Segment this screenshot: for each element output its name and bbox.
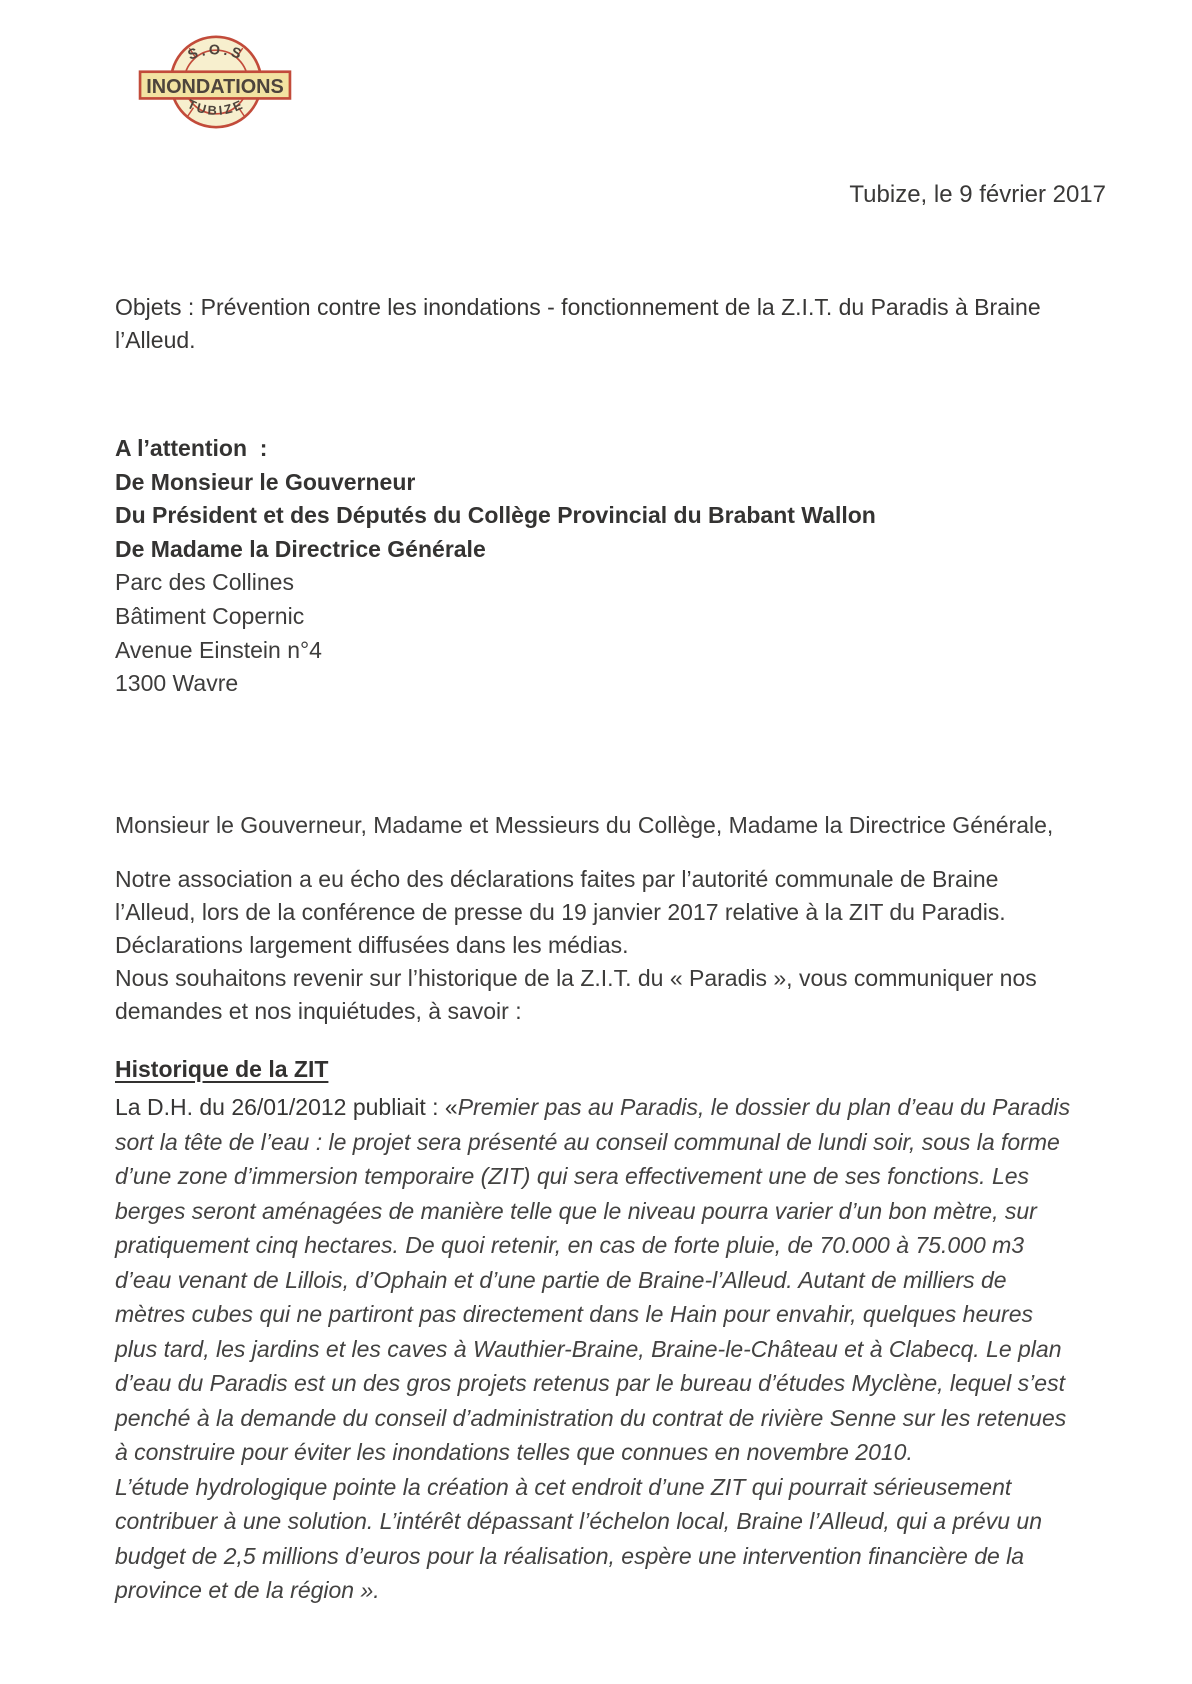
recipient-line: De Madame la Directrice Générale [115, 535, 486, 562]
history-quote-line: à construire pour éviter les inondations telles que connues en novembre 2010. [115, 1439, 913, 1465]
quote-lead: La D.H. du 26/01/2012 publiait : « [115, 1094, 458, 1120]
history-heading [115, 1053, 1070, 1090]
history-quote-line: berges seront aménagées de manière telle que le niveau pourra varier d’un bon mètre, sur [115, 1197, 1037, 1224]
intro-line: l’Alleud, lors de la conférence de presse du 19 janvier 2017 relative à la ZIT du Paradis. [115, 899, 1006, 925]
history-quote-line: L’étude hydrologique pointe la création à cet endroit d’une ZIT qui pourrait sérieusement [115, 1473, 1012, 1500]
intro-line: demandes et nos inquiétudes, à savoir : [115, 998, 522, 1024]
history-section [115, 1053, 1070, 1608]
address-line: Parc des Collines [115, 569, 294, 596]
intro-line: Notre association a eu écho des déclarations faites par l’autorité communale de Braine [115, 866, 999, 892]
date-line: Tubize, le 9 février 2017 [849, 181, 1106, 208]
intro-line: Déclarations largement diffusées dans les médias. [115, 932, 629, 958]
intro-paragraph [115, 863, 1037, 1028]
history-quote-line: contribuer à une solution. L’intérêt dépassant l’échelon local, Braine l’Alleud, qui a prévu un [115, 1508, 1042, 1534]
address-line: Bâtiment Copernic [115, 602, 305, 629]
recipient-line: Du Président et des Députés du Collège Provincial du Brabant Wallon [115, 502, 876, 529]
attention-heading: A l’attention : [115, 435, 268, 461]
history-heading-text: Historique de la ZIT [115, 1056, 329, 1082]
history-quote-line: d’une zone d’immersion temporaire (ZIT) qui sera effectivement une de ses fonctions. Les [115, 1163, 1030, 1189]
history-quote-line: province et de la région ». [115, 1577, 380, 1603]
history-quote-line: penché à la demande du conseil d’administration du contrat de rivière Senne sur les retenues [115, 1404, 1067, 1431]
subject-line: l’Alleud. [115, 327, 196, 353]
history-quote-line: pratiquement cinq hectares. De quoi retenir, en cas de forte pluie, de 70.000 à 75.000 m3 [115, 1232, 1025, 1258]
recipient-block [115, 432, 876, 701]
intro-line: Nous souhaitons revenir sur l’historique de la Z.I.T. du « Paradis », vous communiquer nos [115, 965, 1037, 991]
history-quote-line: sort la tête de l’eau : le projet sera présenté au conseil communal de lundi soir, sous la forme [115, 1128, 1060, 1155]
history-quote-line: d’eau du Paradis est un des gros projets retenus par le bureau d’études Myclène, lequel s’est [115, 1370, 1065, 1396]
history-quote-line [115, 1090, 1070, 1125]
logo-sos-text: S.O.S [185, 42, 247, 64]
quote-text: Premier pas au Paradis, le dossier du plan d’eau du Paradis [457, 1094, 1071, 1120]
history-quote-line: mètres cubes qui ne partiront pas directement dans le Hain pour envahir, quelques heures [115, 1301, 1033, 1327]
history-quote-line: d’eau venant de Lillois, d’Ophain et d’une partie de Braine-l’Alleud. Autant de milliers de [115, 1266, 1007, 1293]
history-quote-line: plus tard, les jardins et les caves à Wauthier-Braine, Braine-le-Château et à Clabecq. Le plan [115, 1335, 1062, 1362]
recipient-line: De Monsieur le Gouverneur [115, 468, 416, 495]
subject-block [115, 291, 1041, 357]
logo-tubize-text: TUBIZE [185, 96, 247, 119]
logo-inondations-text: INONDATIONS [146, 74, 284, 98]
lifebuoy-logo-icon [138, 30, 292, 134]
subject-line: Objets : Prévention contre les inondations - fonctionnement de la Z.I.T. du Paradis à Braine [115, 294, 1041, 320]
history-quote-line: budget de 2,5 millions d’euros pour la réalisation, espère une intervention financière de la [115, 1542, 1025, 1569]
address-line: Avenue Einstein n°4 [115, 636, 322, 663]
association-logo [138, 30, 292, 134]
salutation: Monsieur le Gouverneur, Madame et Messieurs du Collège, Madame la Directrice Générale, [115, 812, 1054, 838]
address-line: 1300 Wavre [115, 670, 239, 697]
